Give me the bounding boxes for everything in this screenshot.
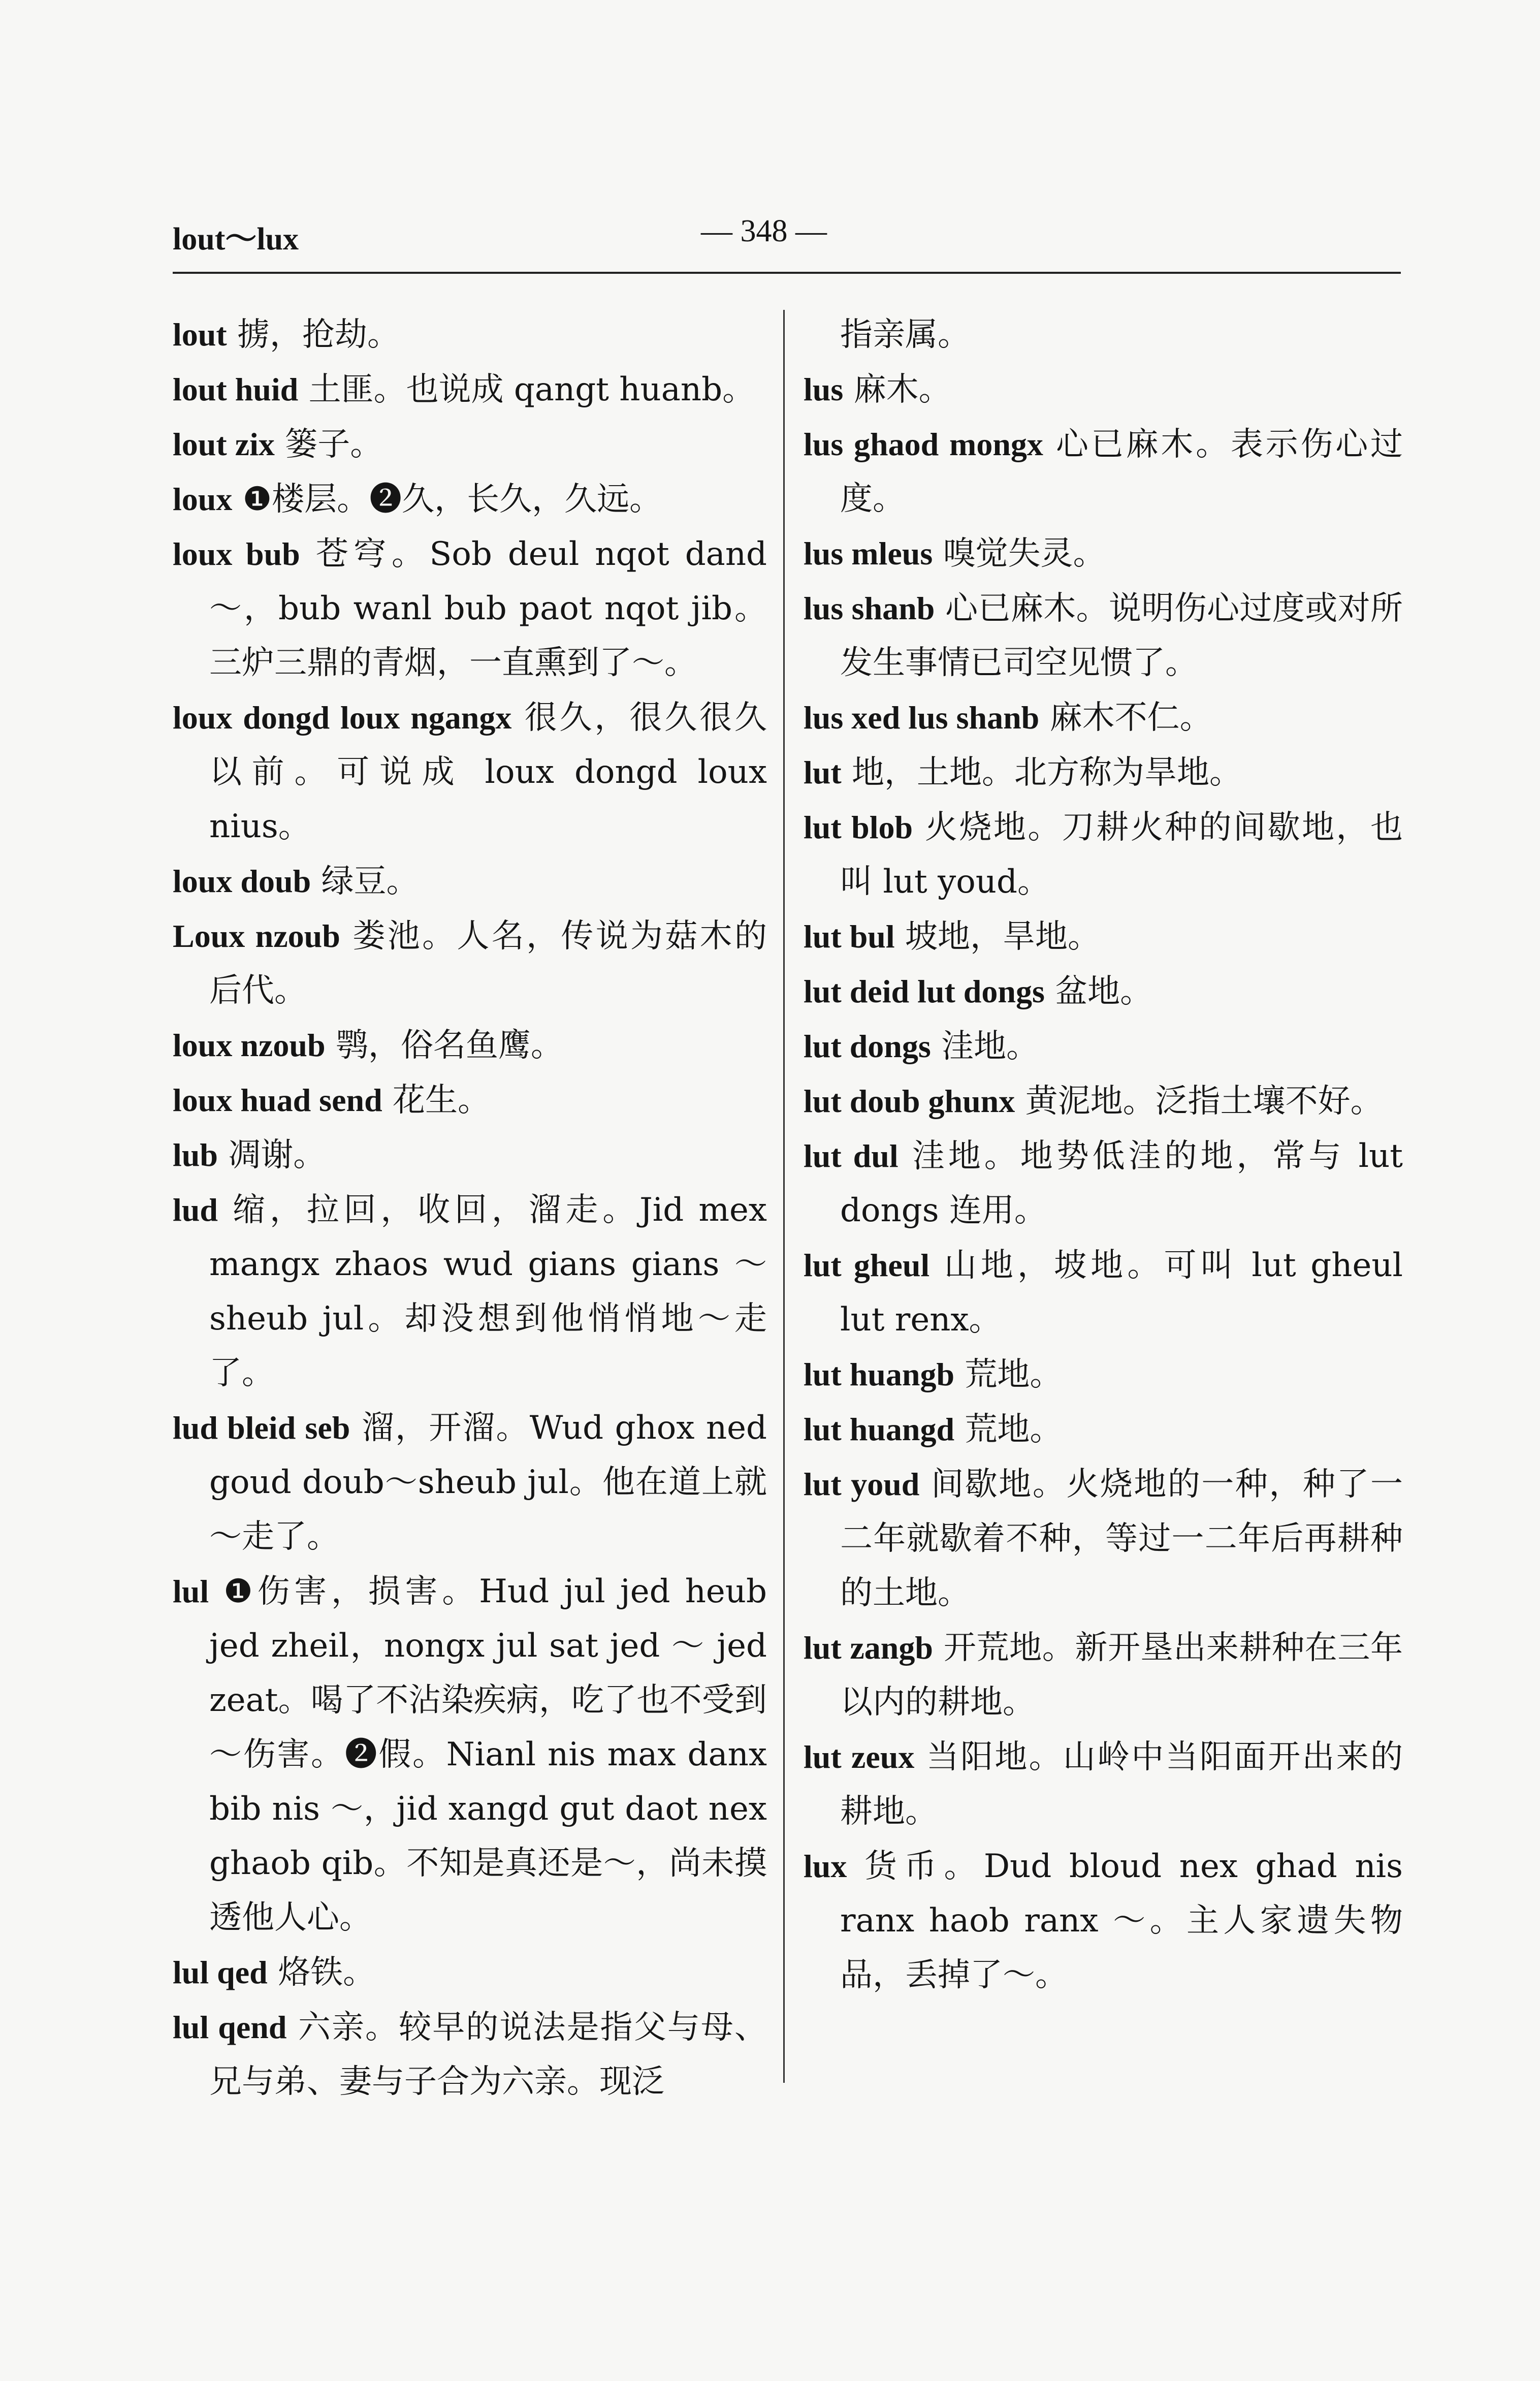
dictionary-entry <box>804 964 1403 1019</box>
definition: 嗅觉失灵。 <box>933 535 1106 573</box>
headword: lul <box>173 1573 209 1609</box>
dictionary-entry <box>804 1347 1403 1402</box>
headword: lout <box>173 316 227 353</box>
dictionary-entry <box>804 581 1403 690</box>
headword: lut huangd <box>804 1411 955 1447</box>
dictionary-entry <box>173 2000 767 2109</box>
left-column <box>173 307 767 2109</box>
dictionary-entry <box>173 307 767 362</box>
headword: lout huid <box>173 371 299 407</box>
definition: 盆地。 <box>1044 973 1153 1010</box>
definition: 绿豆。 <box>311 863 419 900</box>
page-number: — 348 — <box>701 214 827 248</box>
headword: lul qend <box>173 2009 287 2045</box>
headword: Loux nzoub <box>173 918 340 954</box>
definition: 缩，拉回，收回，溜走。Jid mex mangx zhaos wud gians gians ～ sheub jul。却没想到他悄悄地～走了。 <box>209 1191 767 1392</box>
headword: lud bleid seb <box>173 1410 350 1446</box>
headword: loux <box>173 481 233 517</box>
running-header <box>173 213 1397 269</box>
definition: 苍穹。Sob deul nqot dand ～，bub wanl bub paot nqot jib。三炉三鼎的青烟，一直熏到了～。 <box>209 535 767 682</box>
definition: 心已麻木。表示伤心过度。 <box>840 426 1403 518</box>
dictionary-entry <box>804 417 1403 526</box>
dictionary-entry <box>173 1183 767 1401</box>
definition: 凋谢。 <box>217 1136 326 1174</box>
dictionary-entry <box>804 362 1403 417</box>
dictionary-entry <box>804 1839 1403 2003</box>
definition: 六亲。较早的说法是指父与母、兄与弟、妻与子合为六亲。现泛 <box>209 2009 767 2101</box>
dictionary-entry <box>173 417 767 472</box>
dictionary-entry <box>173 527 767 690</box>
definition: ❶楼层。❷久，长久，久远。 <box>232 481 662 518</box>
dictionary-entry <box>173 362 767 417</box>
dictionary-entry <box>804 1238 1403 1347</box>
definition: 土匪。也说成 qangt huanb。 <box>298 371 755 408</box>
headword: lut doub ghunx <box>804 1083 1015 1119</box>
dictionary-entry <box>173 1073 767 1128</box>
headword: lut youd <box>804 1466 920 1502</box>
definition: 麻木不仁。 <box>1039 699 1212 737</box>
headword: loux nzoub <box>173 1027 326 1063</box>
definition: 火烧地。刀耕火种的间歇地，也叫 lut youd。 <box>840 809 1403 901</box>
dictionary-entry <box>173 472 767 527</box>
dictionary-entry <box>173 1564 767 1945</box>
headword: lus <box>804 371 844 407</box>
definition: 麻木。 <box>843 371 951 408</box>
headword: lus mleus <box>804 535 933 572</box>
definition: 间歇地。火烧地的一种，种了一二年就歇着不种，等过一二年后再耕种的土地。 <box>840 1466 1403 1612</box>
dictionary-entry <box>173 690 767 854</box>
headword: lus shanb <box>804 590 935 626</box>
headword: lut zeux <box>804 1739 915 1775</box>
headword: lus xed lus shanb <box>804 700 1040 736</box>
dictionary-entry <box>804 1019 1403 1074</box>
definition: 篓子。 <box>274 426 383 463</box>
dictionary-entry <box>804 1621 1403 1730</box>
dictionary-entry <box>804 307 1403 362</box>
headword: lut gheul <box>804 1247 930 1283</box>
definition: 花生。 <box>382 1082 490 1119</box>
dictionary-entry <box>804 909 1403 964</box>
dictionary-entry <box>173 1018 767 1073</box>
headword: lout zix <box>173 426 275 462</box>
definition: 山地，坡地。可叫 lut gheul lut renx。 <box>840 1247 1403 1339</box>
headword: lud <box>173 1192 218 1228</box>
dictionary-entry <box>173 854 767 909</box>
definition: 烙铁。 <box>267 1954 376 1991</box>
headword: lut dul <box>804 1138 899 1174</box>
headword: lut bul <box>804 918 895 955</box>
definition: 掳，抢劫。 <box>227 316 400 354</box>
headword: loux dongd loux ngangx <box>173 700 512 736</box>
dictionary-entry <box>804 745 1403 800</box>
headword: lux <box>804 1848 847 1884</box>
definition: 黄泥地。泛指土壤不好。 <box>1015 1083 1383 1120</box>
right-column <box>804 307 1403 2003</box>
definition: 洼地。 <box>931 1028 1039 1065</box>
definition: 坡地，旱地。 <box>894 918 1100 956</box>
definition: ❶伤害，损害。Hud jul jed heub jed zheil，nongx jul sat jed ～ jed zeat。喝了不沾染疾病，吃了也不受到～伤害。❷假。Nianl nis max danx bib nis ～，jid xangd gut daot nex ghaob qib。不知是真还是～，尚未摸透他人心。 <box>209 1573 767 1936</box>
headword: lut blob <box>804 809 913 845</box>
headword: lub <box>173 1137 218 1173</box>
dictionary-entry <box>173 909 767 1018</box>
definition: 心已麻木。说明伤心过度或对所发生事情已司空见惯了。 <box>840 590 1403 682</box>
headword: lut deid lut dongs <box>804 973 1045 1009</box>
dictionary-entry <box>804 1074 1403 1129</box>
definition: 当阳地。山岭中当阳面开出来的耕地。 <box>840 1738 1403 1830</box>
definition: 地，土地。北方称为旱地。 <box>841 754 1242 791</box>
dictionary-entry <box>173 1401 767 1564</box>
definition: 鹗，俗名鱼鹰。 <box>325 1027 563 1064</box>
definition: 很久，很久很久以前。可说成 loux dongd loux nius。 <box>209 699 767 845</box>
definition: 开荒地。新开垦出来耕种在三年以内的耕地。 <box>840 1629 1403 1721</box>
headword: lut zangb <box>804 1630 933 1666</box>
dictionary-entry <box>804 1402 1403 1457</box>
definition: 指亲属。 <box>840 316 970 354</box>
headword: loux doub <box>173 863 311 899</box>
header-rule <box>173 272 1401 274</box>
dictionary-entry <box>173 1128 767 1183</box>
headword: lut <box>804 754 842 790</box>
guide-words: lout～lux <box>173 222 299 257</box>
dictionary-entry <box>804 526 1403 581</box>
definition: 溜，开溜。Wud ghox ned goud doub～sheub jul。他在道上就～走了。 <box>209 1409 767 1555</box>
headword: lut huangb <box>804 1356 955 1392</box>
definition: 娄池。人名，传说为菇木的后代。 <box>209 917 767 1009</box>
dictionary-entry <box>804 1129 1403 1238</box>
dictionary-entry <box>804 800 1403 909</box>
definition: 荒地。 <box>954 1356 1063 1393</box>
dictionary-entry <box>804 1730 1403 1839</box>
headword: lut dongs <box>804 1028 931 1064</box>
headword: loux bub <box>173 536 300 572</box>
definition: 货币。Dud bloud nex ghad nis ranx haob ranx ～。主人家遗失物品，丢掉了～。 <box>840 1848 1403 1994</box>
definition: 荒地。 <box>954 1411 1063 1448</box>
dictionary-entry <box>804 690 1403 745</box>
headword: lul qed <box>173 1954 268 1990</box>
dictionary-entry <box>804 1457 1403 1621</box>
headword: lus ghaod mongx <box>804 426 1043 462</box>
column-divider <box>783 310 785 2083</box>
headword: loux huad send <box>173 1082 382 1118</box>
dictionary-entry <box>173 1945 767 2000</box>
definition: 洼地。地势低洼的地，常与 lut dongs 连用。 <box>840 1137 1403 1229</box>
